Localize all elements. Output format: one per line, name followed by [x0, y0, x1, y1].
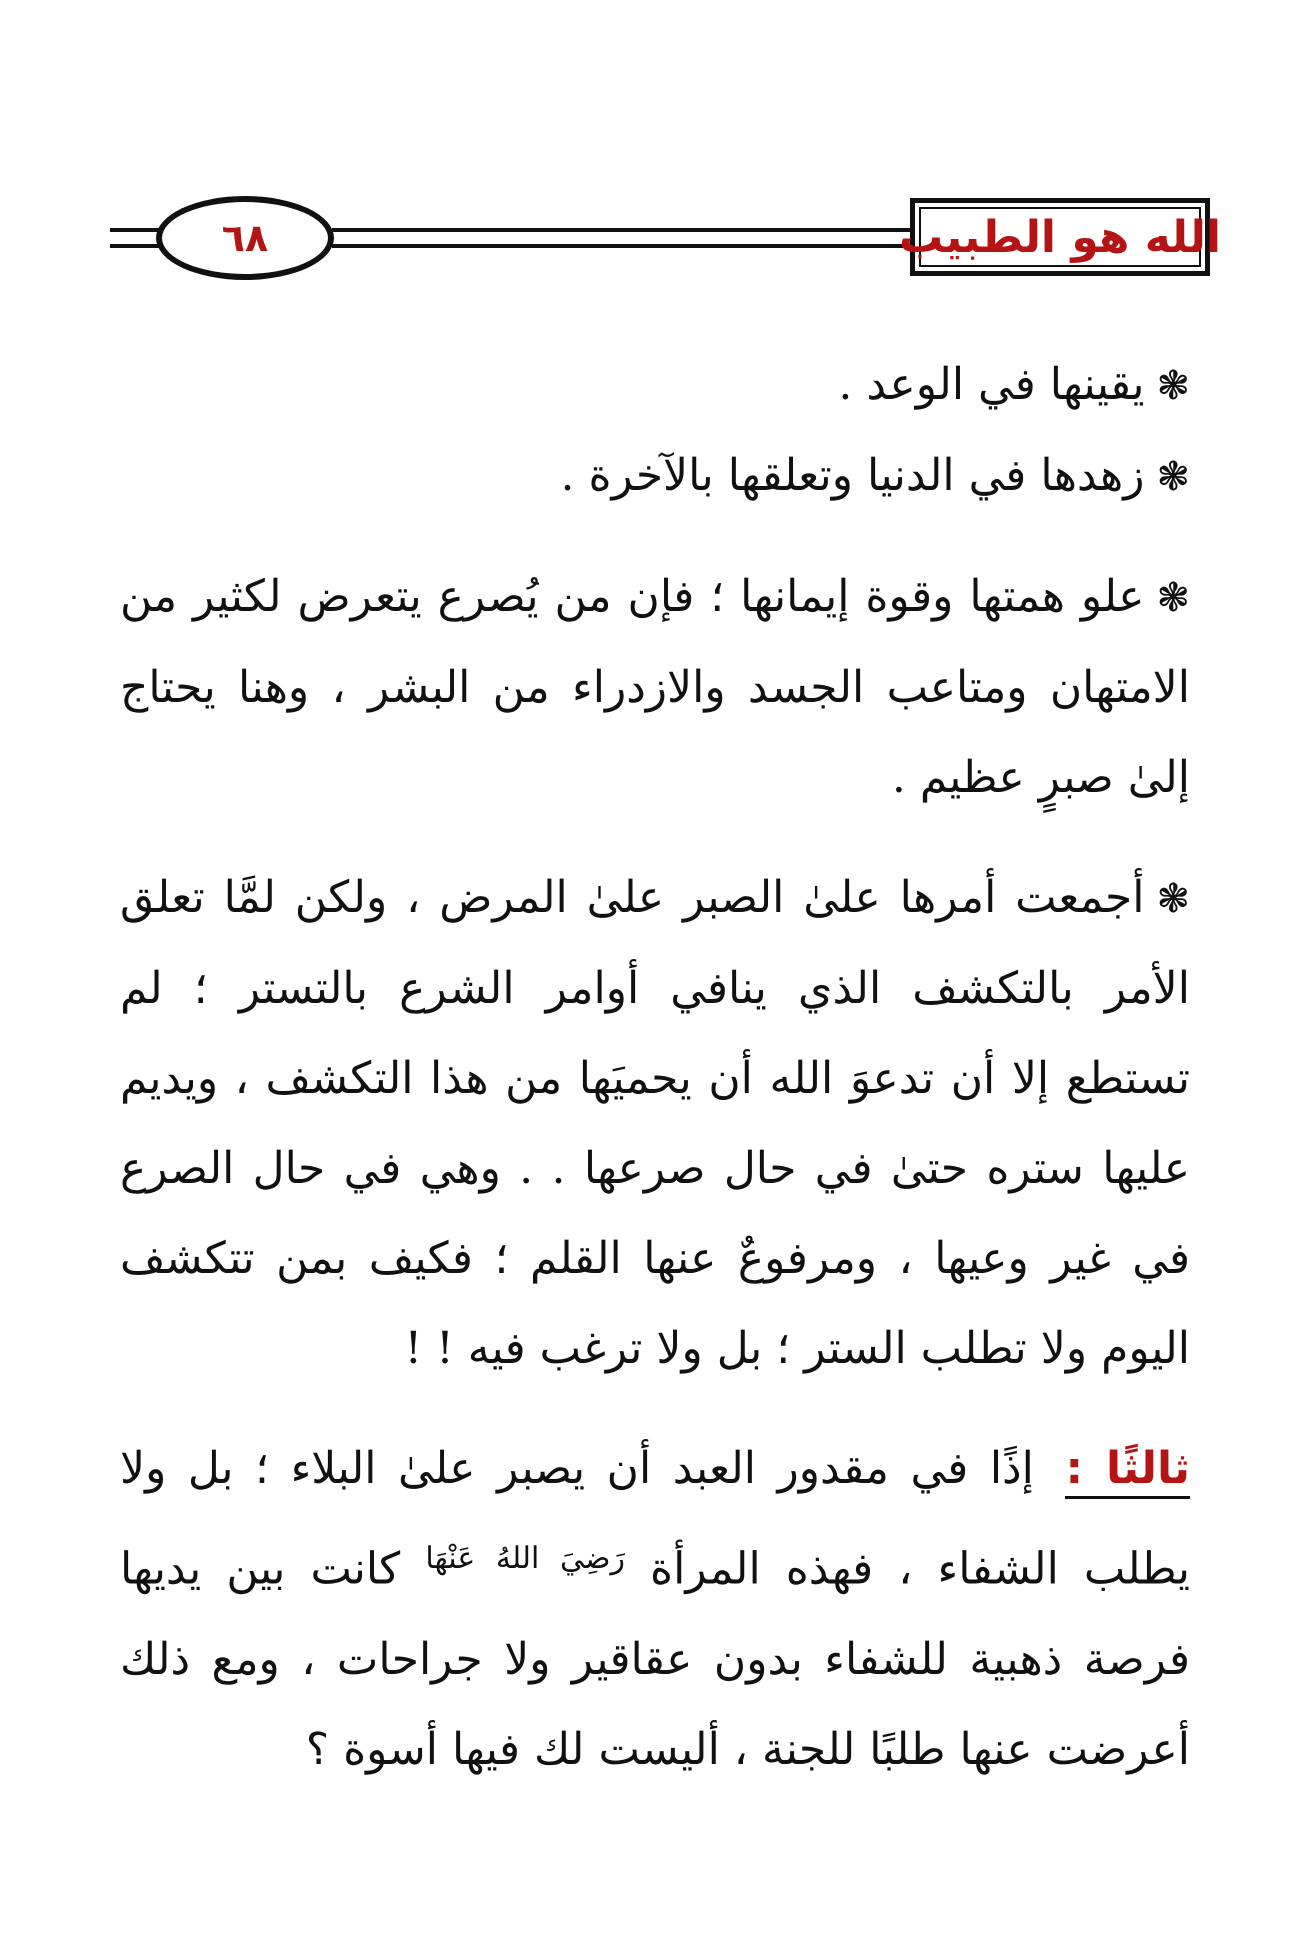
page-body — [120, 340, 1190, 1825]
third-point-label: ثالثًا : — [1065, 1443, 1190, 1499]
paragraph-text: كانت بين يديها فرصة ذهبية للشفاء بدون عقاقير ولا جراحات ، ومع ذلك أعرضت عنها طلبًا للجنة ، أليست لك فيها أسوة ؟ — [120, 1543, 1190, 1775]
flower-bullet-icon: ❃ — [1156, 363, 1190, 409]
paragraph-text: إذًا في مقدور العبد أن يصبر علىٰ البلاء ؛ بل ولا يطلب الشفاء ، فهذه المرأة — [120, 1443, 1190, 1595]
book-title-box — [899, 198, 1221, 276]
bullet-text: علو همتها وقوة إيمانها ؛ فإن من يُصرع يتعرض لكثير من الامتهان ومتاعب الجسد والازدراء من البشر ، وهنا يحتاج إلىٰ صبرٍ عظيم . — [120, 571, 1190, 803]
book-title: الله هو الطبيب — [899, 211, 1221, 263]
bullet-text: يقينها في الوعد . — [838, 359, 1145, 410]
flower-bullet-icon: ❃ — [1156, 876, 1190, 922]
bullet-paragraph — [120, 340, 1190, 431]
third-point-paragraph — [120, 1424, 1190, 1795]
page-header — [110, 188, 1221, 288]
header-rule — [110, 228, 160, 232]
header-rule — [332, 228, 912, 232]
page-number: ٦٨ — [221, 216, 269, 260]
bullet-text: زهدها في الدنيا وتعلقها بالآخرة . — [560, 450, 1145, 501]
page-number-badge — [156, 196, 334, 280]
bullet-text: أجمعت أمرها علىٰ الصبر علىٰ المرض ، ولكن لمَّا تعلق الأمر بالتكشف الذي ينافي أوامر الشرع بالتستر ؛ لم تستطع إلا أن تدعوَ الله أن يحميَها من هذا التكشف ، ويديم عليها ستره حتىٰ في حال صرعها . . وهي في حال الصرع في غير وعيها ، ومرفوعٌ عنها القلم ؛ فكيف بمن تتكشف اليوم ولا تطلب الستر ؛ بل ولا ترغب فيه ! ! — [120, 872, 1190, 1374]
bullet-paragraph — [120, 431, 1190, 522]
honorific-phrase: رَضِيَ اللهُ عَنْهَا — [425, 1541, 625, 1576]
bullet-paragraph — [120, 552, 1190, 823]
bullet-paragraph — [120, 853, 1190, 1394]
flower-bullet-icon: ❃ — [1156, 575, 1190, 621]
flower-bullet-icon: ❃ — [1156, 454, 1190, 500]
header-rule — [332, 244, 912, 248]
header-rule — [110, 244, 160, 248]
